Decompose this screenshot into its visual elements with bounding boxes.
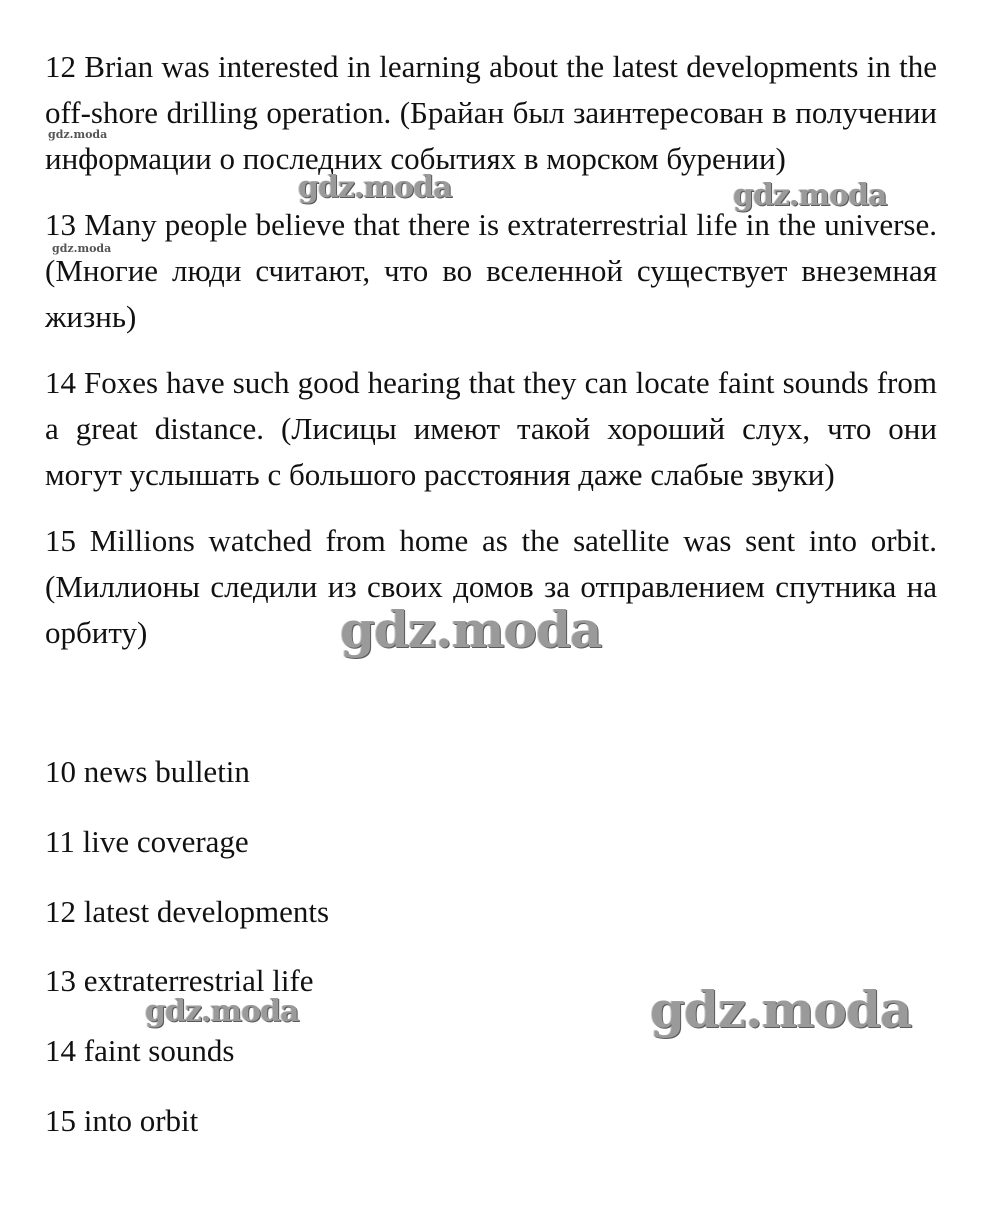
watermark: gdz.moda bbox=[145, 994, 299, 1029]
watermark: gdz.moda bbox=[733, 178, 887, 213]
answer-14: 14 faint sounds bbox=[45, 1033, 235, 1068]
sentence-12: 12 Brian was interested in learning about the latest developments in the off-shore drilling operation. (Брайан был заинтересован в получении информации о последних событиях в морском бурении) bbox=[45, 49, 937, 176]
answer-13: 13 extraterrestrial life bbox=[45, 963, 314, 998]
answer-10: 10 news bulletin bbox=[45, 754, 250, 789]
answer-15: 15 into orbit bbox=[45, 1103, 199, 1138]
sentence-13: 13 Many people believe that there is extraterrestrial life in the universe. (Многие люди считают, что во вселенной существует внеземная жизнь) bbox=[45, 207, 937, 334]
sentence-14: 14 Foxes have such good hearing that they can locate faint sounds from a great distance. (Лисицы имеют такой хороший слух, что они могут услышать с большого расстояния даже слабые звуки) bbox=[45, 365, 937, 492]
watermark: gdz.moda bbox=[340, 600, 602, 659]
answer-11: 11 live coverage bbox=[45, 824, 249, 859]
watermark: gdz.moda bbox=[298, 170, 452, 205]
answer-12: 12 latest developments bbox=[45, 894, 330, 929]
watermark-tiny: gdz.moda bbox=[48, 128, 108, 141]
sentence-15: 15 Millions watched from home as the satellite was sent into orbit. (Миллионы следили из своих домов за отправлением спутника на орбиту) bbox=[45, 523, 937, 650]
watermark-tiny: gdz.moda bbox=[52, 242, 112, 255]
watermark: gdz.moda bbox=[650, 980, 912, 1039]
